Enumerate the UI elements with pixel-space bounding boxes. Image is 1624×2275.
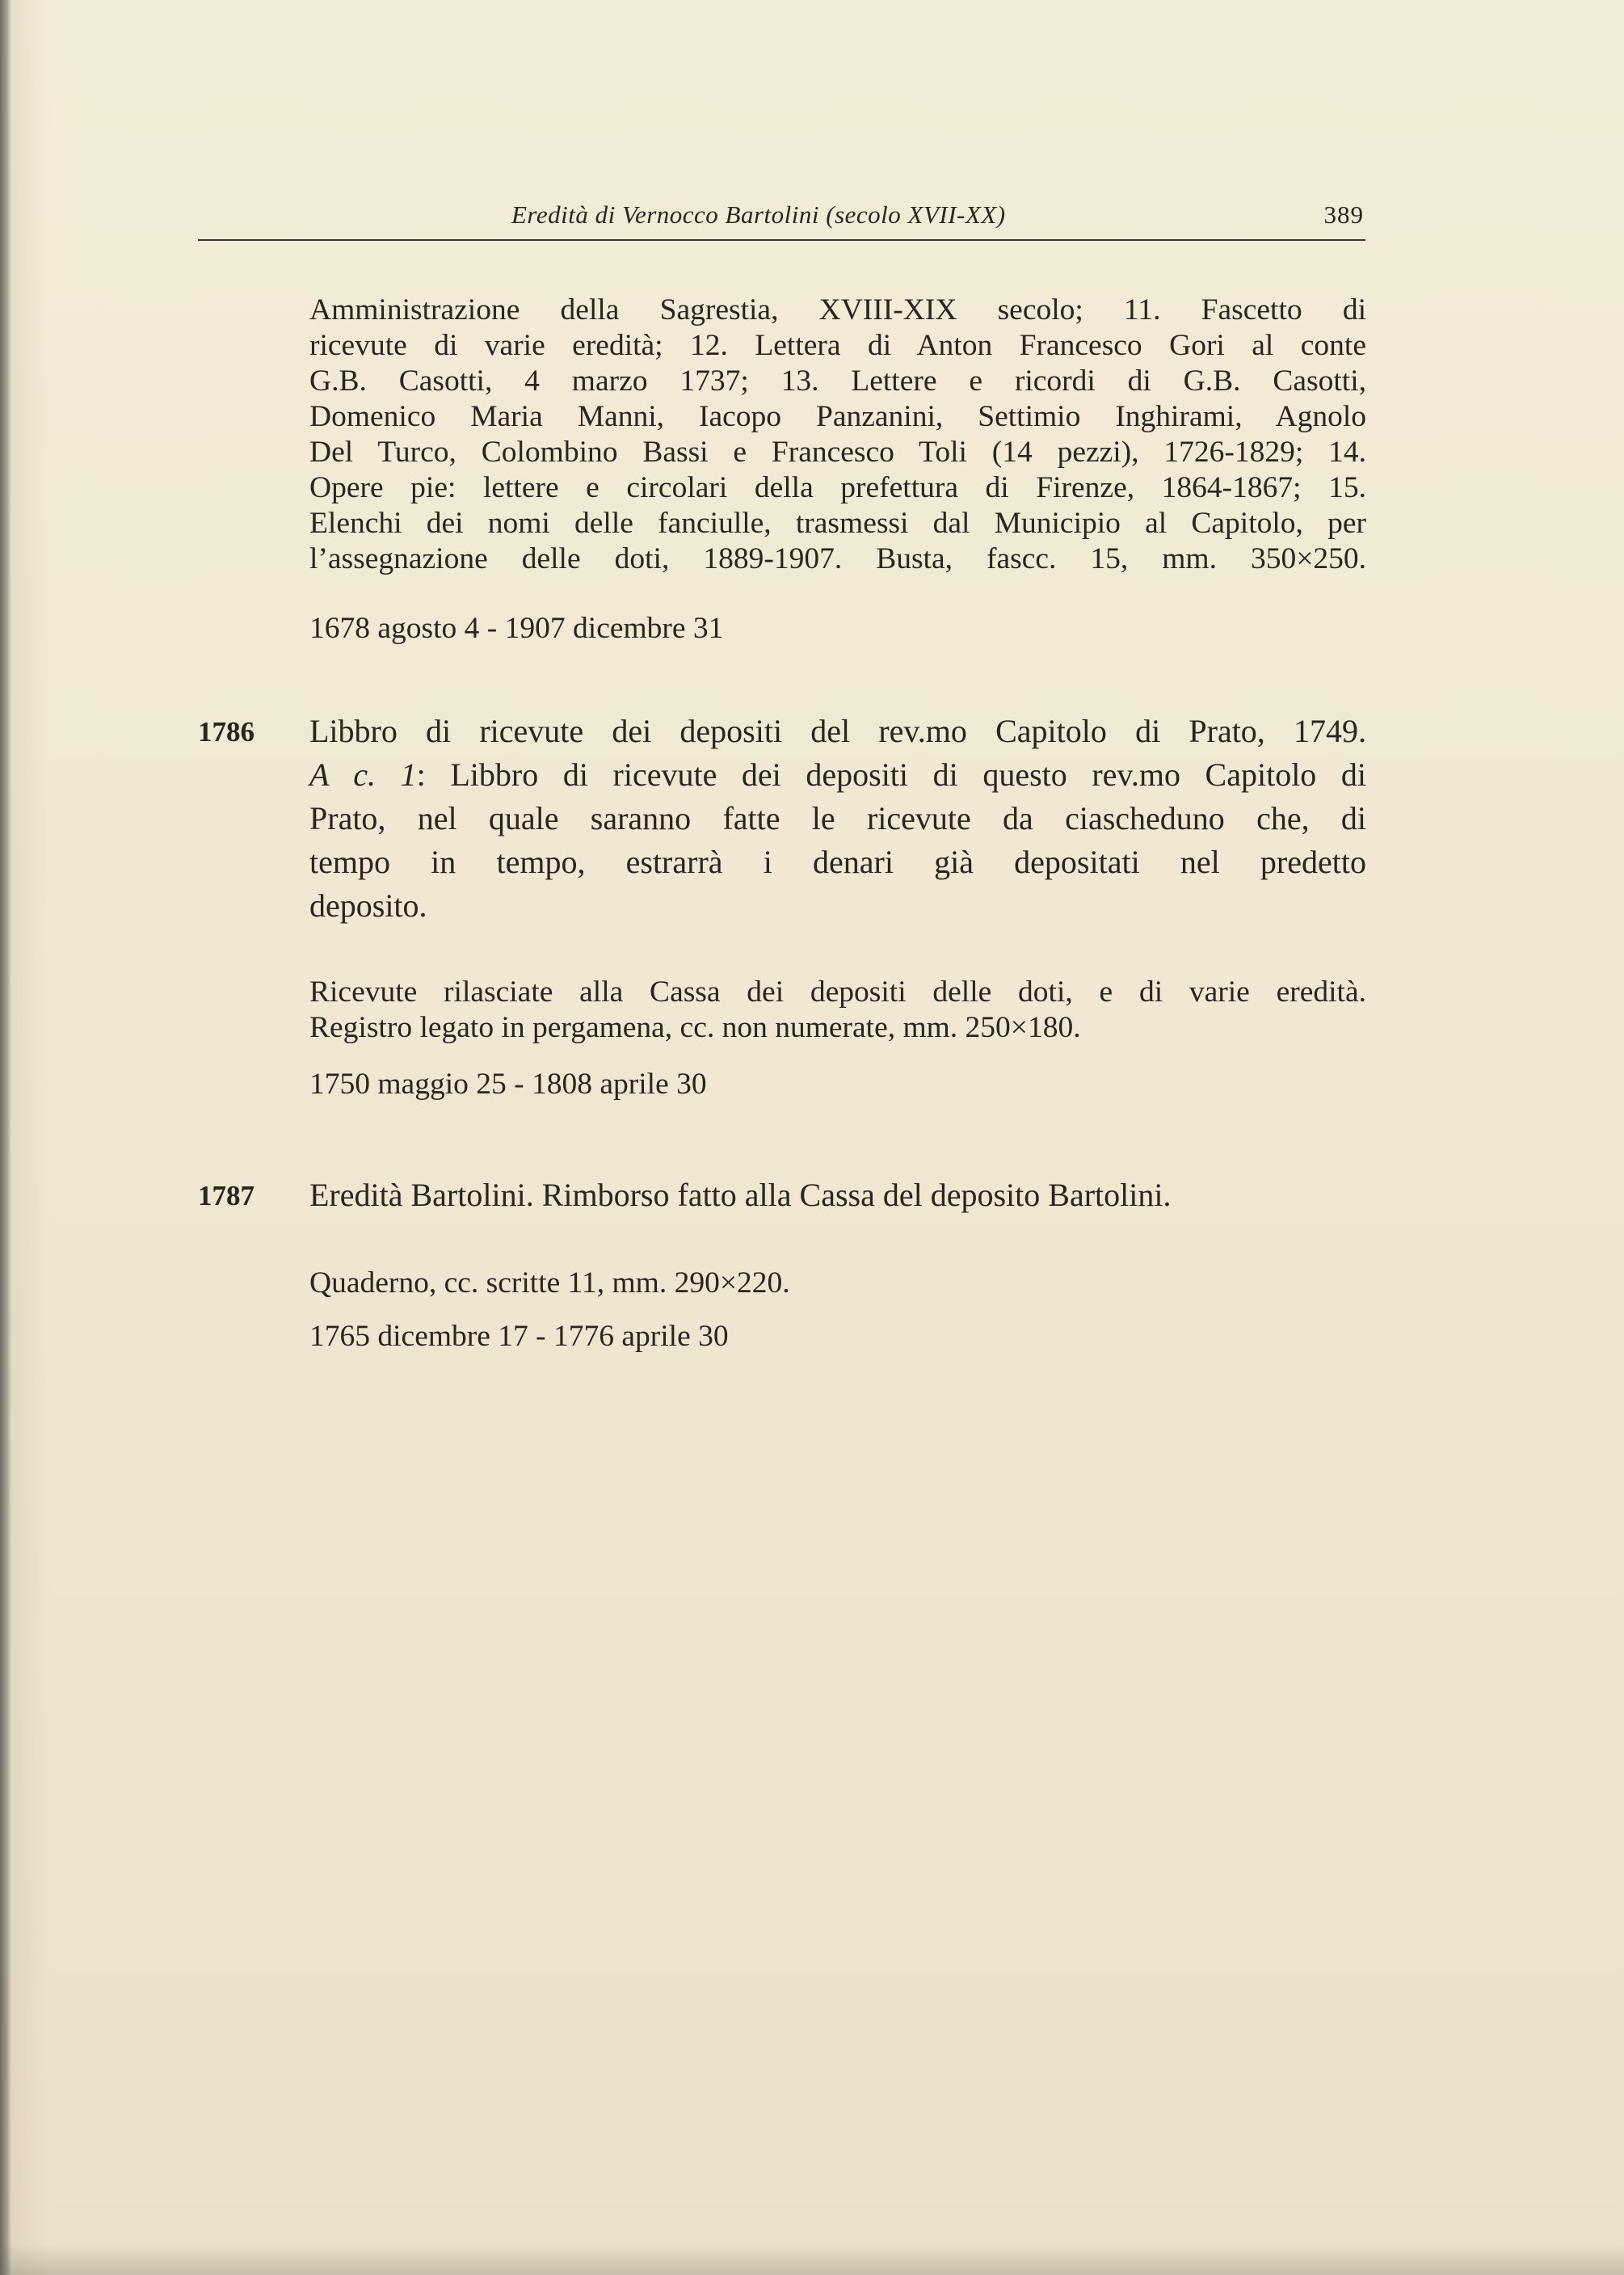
entry-1786-title xyxy=(309,710,1366,928)
binding-edge xyxy=(0,0,11,2275)
text-line: Registro legato in pergamena, cc. non numerate, mm. 250×180. xyxy=(309,1011,1081,1044)
entry-1787-date-block xyxy=(309,1319,1366,1354)
entry-description xyxy=(309,1266,1366,1301)
text-line: G.B. Casotti, 4 marzo 1737; 13. Lettere e ricordi di G.B. Casotti, xyxy=(309,364,1366,398)
continuation-entry xyxy=(309,293,1366,577)
text-line xyxy=(309,753,1366,797)
text-line: Elenchi dei nomi delle fanciulle, trasmessi dal Municipio al Capitolo, per xyxy=(309,507,1366,540)
continuation-description xyxy=(309,293,1366,577)
entry-number: 1787 xyxy=(198,1180,255,1211)
text-line: tempo in tempo, estrarrà i denari già depositati nel predetto xyxy=(309,844,1366,880)
text-line: Opere pie: lettere e circolari della prefettura di Firenze, 1864-1867; 15. xyxy=(309,471,1366,504)
continuation-date-block xyxy=(309,611,1366,647)
text-line: Ricevute rilasciate alla Cassa dei depositi delle doti, e di varie eredità. xyxy=(309,975,1366,1009)
entry-number: 1786 xyxy=(198,716,255,748)
text-line: l’assegnazione delle doti, 1889-1907. Busta, fascc. 15, mm. 350×250. xyxy=(309,542,1366,575)
page-bottom-shadow xyxy=(0,2243,1624,2275)
text-line: ricevute di varie eredità; 12. Lettera di Anton Francesco Gori al conte xyxy=(309,329,1366,362)
entry-1786-description xyxy=(309,975,1366,1046)
entry-description xyxy=(309,975,1366,1046)
entry-date: 1678 agosto 4 - 1907 dicembre 31 xyxy=(309,612,724,645)
text-line: Amministrazione della Sagrestia, XVIII-XIX secolo; 11. Fascetto di xyxy=(309,293,1366,327)
entry-1786-date-block xyxy=(309,1067,1366,1102)
text-line xyxy=(309,710,1366,753)
entry-1787-description xyxy=(309,1266,1366,1301)
header-title: Eredità di Vernocco Bartolini (secolo XVII-XX) xyxy=(511,200,1006,229)
entry-title xyxy=(309,1173,1366,1217)
text-line: Eredità Bartolini. Rimborso fatto alla Cassa del deposito Bartolini. xyxy=(309,1177,1172,1213)
entry-title xyxy=(309,710,1366,928)
running-header xyxy=(198,194,1365,239)
title-text: Libbro di ricevute dei depositi del rev.mo Capitolo di Prato, 1749. xyxy=(309,713,1366,749)
text-line: Domenico Maria Manni, Iacopo Panzanini, Settimio Inghirami, Agnolo xyxy=(309,400,1366,433)
entry-1787-title xyxy=(309,1173,1366,1217)
text-line: Quaderno, cc. scritte 11, mm. 290×220. xyxy=(309,1266,790,1300)
header-rule xyxy=(198,239,1365,241)
entry-date: 1750 maggio 25 - 1808 aprile 30 xyxy=(309,1068,707,1101)
note-text: : Libbro di ricevute dei depositi di questo rev.mo Capitolo di xyxy=(416,756,1367,793)
page-number: 389 xyxy=(1323,200,1364,229)
text-line: deposito. xyxy=(309,887,427,924)
text-line: Del Turco, Colombino Bassi e Francesco Toli (14 pezzi), 1726-1829; 14. xyxy=(309,436,1366,469)
note-prefix: A c. 1 xyxy=(309,756,417,793)
entry-date: 1765 dicembre 17 - 1776 aprile 30 xyxy=(309,1320,729,1353)
text-line: Prato, nel quale saranno fatte le ricevute da ciascheduno che, di xyxy=(309,800,1366,836)
